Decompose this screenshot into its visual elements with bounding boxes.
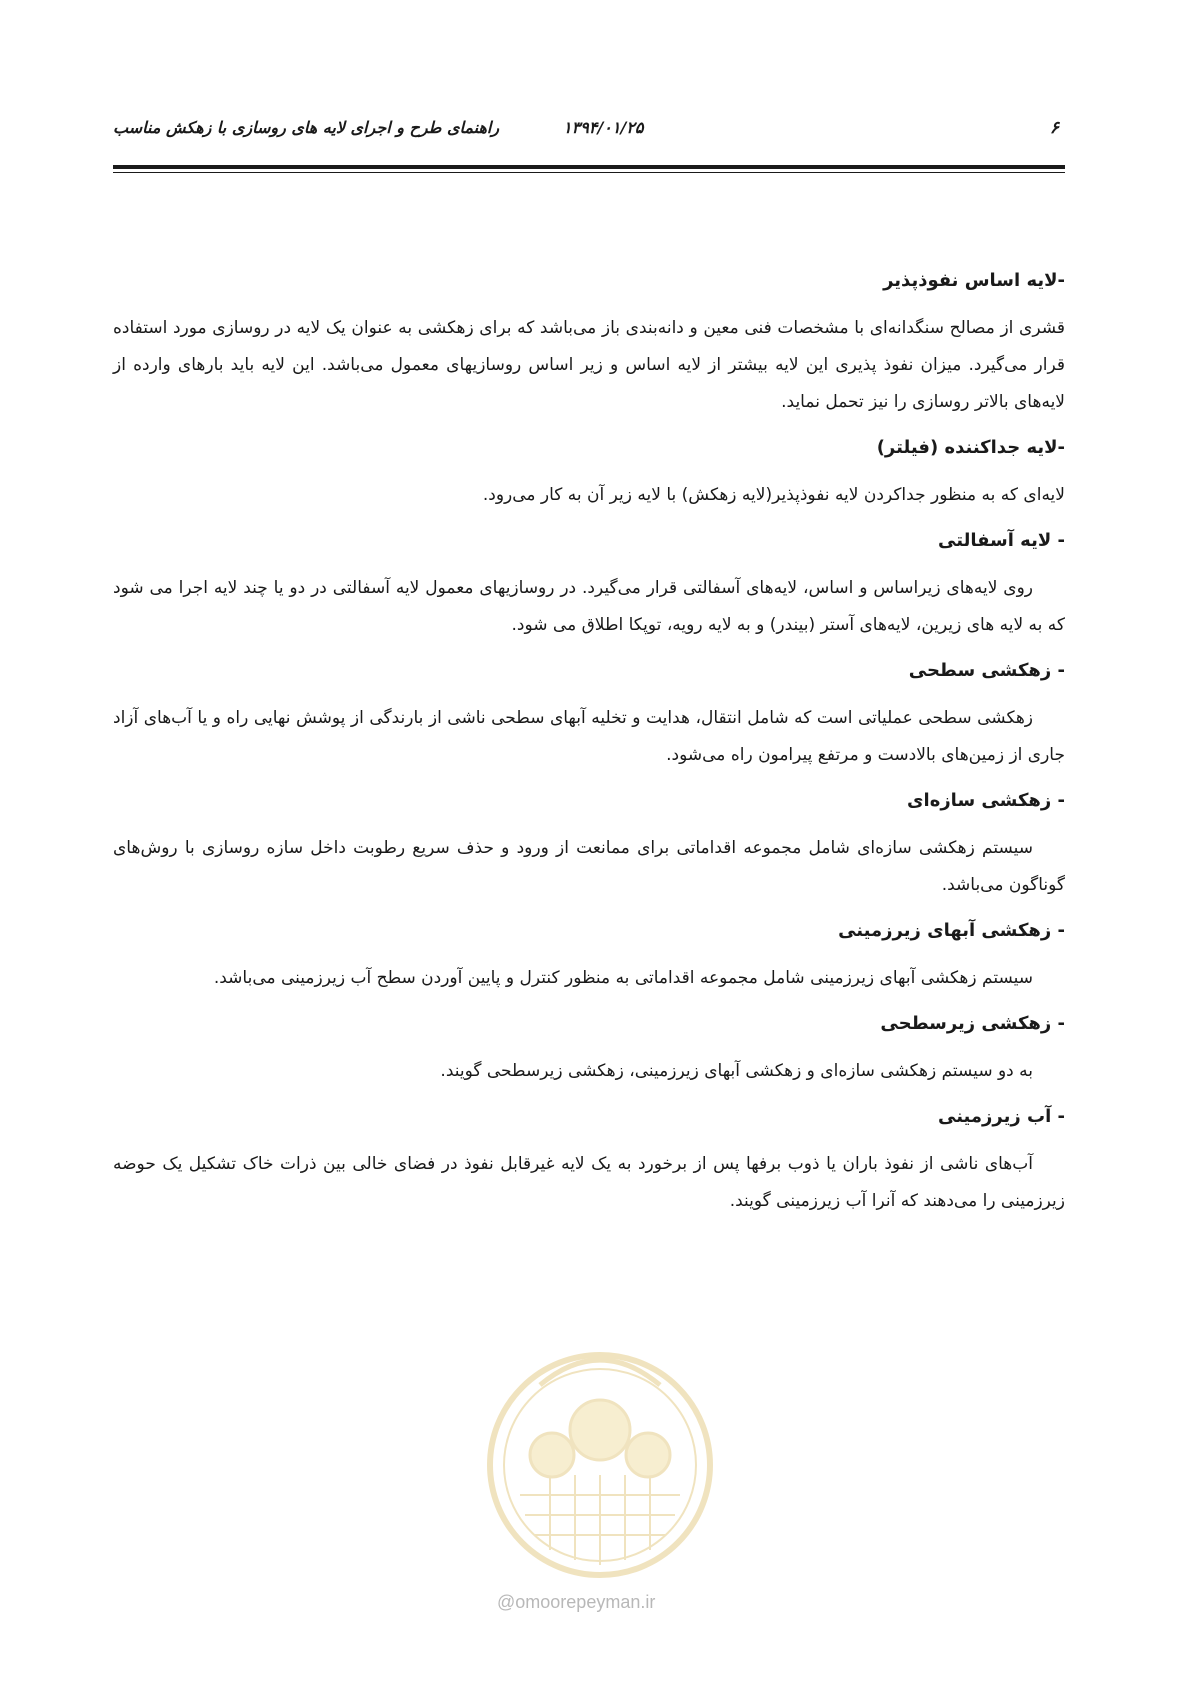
section-asphalt-layer	[113, 526, 1065, 644]
header-rule-thin	[113, 172, 1065, 173]
section-permeable-base	[113, 266, 1065, 421]
section-paragraph: قشری از مصالح سنگدانه‌ای با مشخصات فنی معین و دانه‌بندی باز می‌باشد که برای زهکشی به عنوان یک لایه در روسازی مورد استفاده قرار می‌گیرد. میزان نفوذ پذیری این لایه بیشتر از لایه اساس و زیر اساس روسازیهای معمول می‌باشد. این لایه باید بارهای وارده از لایه‌های بالاتر روسازی را نیز تحمل نماید.	[113, 318, 1065, 412]
page-header	[113, 118, 1065, 150]
section-groundwater-drainage	[113, 916, 1065, 997]
section-structural-drainage	[113, 786, 1065, 904]
header-title: راهنمای طرح و اجرای لایه های روسازی با زهکش مناسب	[113, 118, 500, 137]
page-number: ۶	[1049, 118, 1059, 138]
section-surface-drainage	[113, 656, 1065, 774]
section-heading: - زهکشی آبهای زیرزمینی	[838, 920, 1065, 941]
section-heading: -لایه جداکننده (فیلتر)	[876, 437, 1065, 458]
section-heading: - زهکشی سطحی	[908, 660, 1065, 681]
section-groundwater	[113, 1102, 1065, 1220]
section-heading: - زهکشی سازه‌ای	[907, 790, 1065, 811]
header-date: ۱۳۹۴/۰۱/۲۵	[563, 118, 644, 137]
header-rule-thick	[113, 165, 1065, 169]
section-filter-layer	[113, 433, 1065, 514]
section-heading: -لایه اساس نفوذپذیر	[883, 270, 1065, 291]
section-heading: - آب زیرزمینی	[938, 1106, 1065, 1127]
section-paragraph: لایه‌ای که به منظور جداکردن لایه نفوذپذیر(لایه زهکش) با لایه زیر آن به کار می‌رود.	[482, 485, 1065, 505]
section-paragraph: به دو سیستم زهکشی سازه‌ای و زهکشی آبهای زیرزمینی، زهکشی زیرسطحی گویند.	[440, 1061, 1033, 1081]
section-subsurface-drainage	[113, 1009, 1065, 1090]
section-paragraph: زهکشی سطحی عملیاتی است که شامل انتقال، هدایت و تخلیه آبهای سطحی ناشی از بارندگی از پوشش نهایی راه و یا آب‌های آزاد جاری از زمین‌های بالادست و مرتفع پیرامون راه می‌شود.	[113, 708, 1065, 765]
section-paragraph: روی لایه‌های زیراساس و اساس، لایه‌های آسفالتی قرار می‌گیرد. در روسازیهای معمول لایه آسفالتی در دو یا چند لایه اجرا می شود که به لایه های زیرین، لایه‌های آستر (بیندر) و به لایه رویه، توپکا اطلاق می شود.	[113, 578, 1065, 635]
section-heading: - لایه آسفالتی	[938, 530, 1065, 551]
watermark-url: @omoorepeyman.ir	[497, 1592, 656, 1612]
section-paragraph: سیستم زهکشی آبهای زیرزمینی شامل مجموعه اقداماتی به منظور کنترل و پایین آوردن سطح آب زیرزمینی می‌باشد.	[213, 968, 1033, 988]
section-paragraph: آب‌های ناشی از نفوذ باران یا ذوب برفها پس از برخورد به یک لایه غیرقابل نفوذ در فضای خالی بین ذرات خاک تشکیل یک حوضه زیرزمینی را می‌دهند که آنرا آب زیرزمینی گویند.	[113, 1154, 1065, 1211]
section-paragraph: سیستم زهکشی سازه‌ای شامل مجموعه اقداماتی برای ممانعت از ورود و حذف سریع رطوبت داخل سازه روسازی با روش‌های گوناگون می‌باشد.	[113, 838, 1065, 895]
section-heading: - زهکشی زیرسطحی	[880, 1013, 1065, 1034]
watermark-logo	[480, 1315, 720, 1615]
document-body	[113, 266, 1065, 1232]
